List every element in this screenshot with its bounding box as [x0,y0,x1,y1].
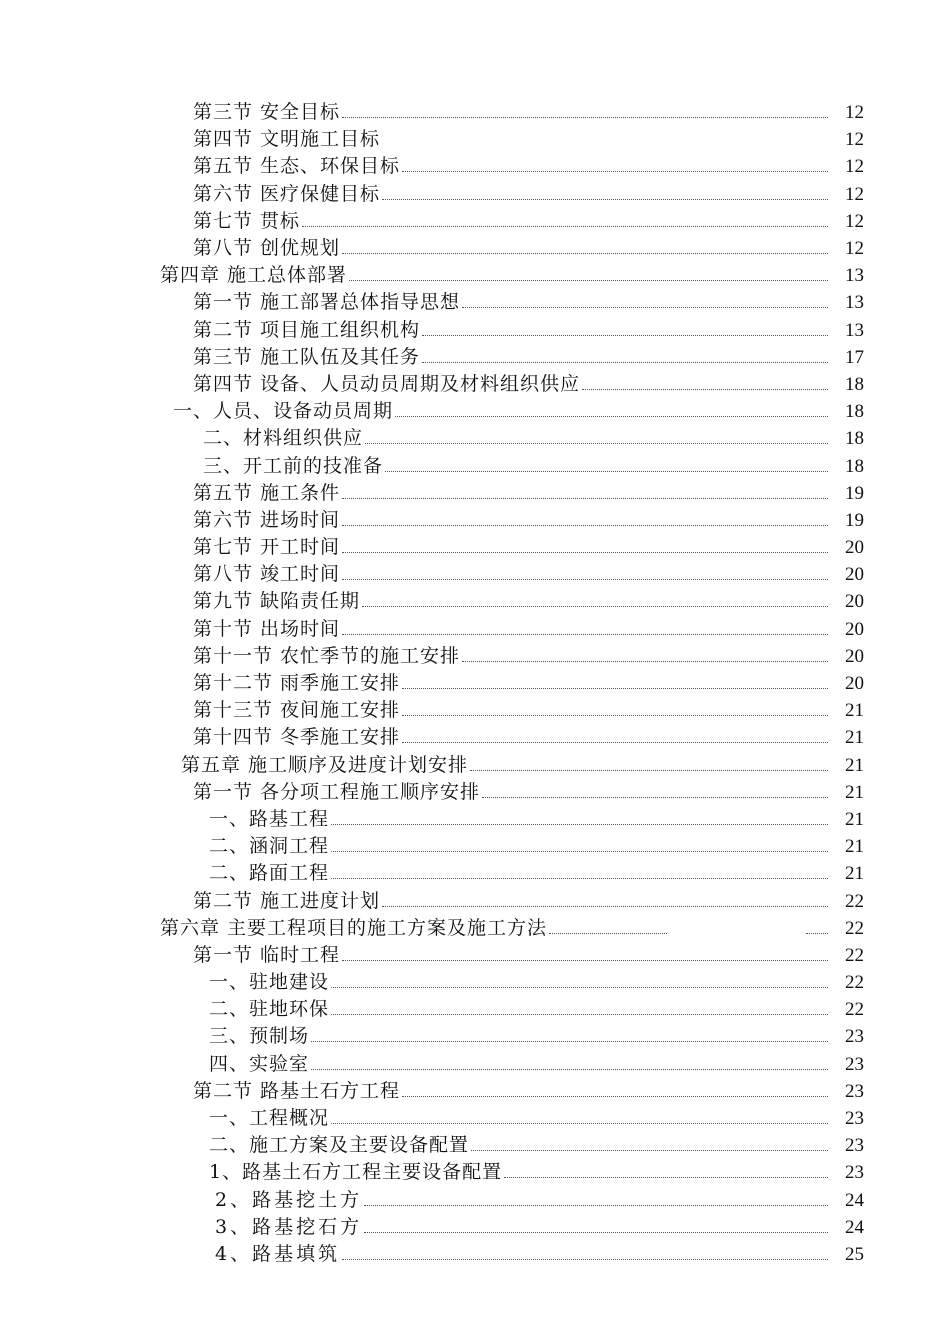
toc-page-number: 22 [845,972,864,994]
toc-entry[interactable] [0,1105,950,1132]
toc-entry[interactable] [0,289,950,316]
toc-entry-label: 第九节 缺陷责任期 [193,590,361,613]
toc-page-number: 21 [845,836,864,858]
toc-entry-label: 第四节 文明施工目标 [193,128,381,151]
dot-leader [342,1259,828,1260]
toc-entry-label: 一、人员、设备动员周期 [173,400,394,423]
dot-leader [364,1232,828,1233]
toc-entry-label: 四、实验室 [209,1052,310,1075]
toc-entry-label: 三、开工前的技准备 [203,454,384,477]
dot-leader [342,253,828,254]
dot-leader [331,851,828,852]
toc-page-number: 18 [845,455,864,477]
toc-entry-label: 第四节 设备、人员动员周期及材料组织供应 [193,372,581,395]
toc-entry-label: 第十二节 雨季施工安排 [193,672,401,695]
toc-page-number: 13 [845,265,864,287]
toc-chapter-entry[interactable] [0,262,950,289]
dot-leader [422,362,828,363]
toc-page-number: 23 [845,1080,864,1102]
toc-entry-label: 二、施工方案及主要设备配置 [209,1134,470,1157]
toc-entry[interactable] [0,235,950,262]
toc-entry[interactable] [0,344,950,371]
toc-entry[interactable] [0,99,950,126]
toc-entry[interactable] [0,643,950,670]
toc-page-number: 25 [845,1243,864,1265]
toc-entry-label: 第七节 开工时间 [193,536,341,559]
toc-entry-label: 一、驻地建设 [209,971,330,994]
toc-entry[interactable] [0,1214,950,1241]
toc-entry-label: 第七节 贯标 [193,209,301,232]
toc-entry-label: 一、工程概况 [209,1107,330,1130]
toc-entry-label: 第十节 出场时间 [193,617,341,640]
toc-page-number: 21 [845,754,864,776]
toc-chapter-entry[interactable] [0,752,950,779]
dot-leader [462,661,828,662]
toc-page-number: 19 [845,482,864,504]
toc-entry[interactable] [0,452,950,479]
dot-leader [482,797,828,798]
toc-page-number: 20 [845,537,864,559]
toc-page-number: 17 [845,346,864,368]
toc-entry-label: 第二节 施工进度计划 [193,889,381,912]
toc-entry[interactable] [0,425,950,452]
dot-leader [302,226,828,227]
toc-entry[interactable] [0,534,950,561]
toc-page-number: 24 [845,1189,864,1211]
toc-entry[interactable] [0,1023,950,1050]
dot-leader [331,1014,828,1015]
dot-leader [365,443,828,444]
toc-entry-label: 第一节 临时工程 [193,943,341,966]
dot-leader [342,579,828,580]
toc-entry-label: 3、路基挖石方 [215,1215,363,1238]
dot-leader [342,498,828,499]
toc-page-number: 23 [845,1135,864,1157]
toc-entry[interactable] [0,1187,950,1214]
toc-page-number: 23 [845,1108,864,1130]
toc-entry[interactable] [0,887,950,914]
toc-entry[interactable] [0,153,950,180]
toc-entry[interactable] [0,208,950,235]
dot-leader [331,824,828,825]
dot-leader [470,770,828,771]
dot-leader [402,742,828,743]
toc-entry[interactable] [0,1132,950,1159]
toc-page-number: 22 [845,999,864,1021]
toc-entry[interactable] [0,616,950,643]
toc-entry-label: 第五节 施工条件 [193,481,341,504]
toc-entry[interactable] [0,806,950,833]
toc-page-number: 18 [845,401,864,423]
toc-entry[interactable] [0,1159,950,1186]
dot-leader [311,1041,828,1042]
dot-leader [349,280,828,281]
toc-page-number: 23 [845,1162,864,1184]
toc-entry-label: 二、驻地环保 [209,998,330,1021]
dot-leader [462,307,828,308]
toc-entry[interactable] [0,697,950,724]
toc-entry[interactable] [0,1051,950,1078]
toc-entry-label: 第十一节 农忙季节的施工安排 [193,644,461,667]
toc-entry-label: 第六节 进场时间 [193,508,341,531]
toc-page-number: 21 [845,727,864,749]
toc-entry-label: 第六节 医疗保健目标 [193,182,381,205]
dot-leader [342,117,828,118]
toc-entry[interactable] [0,126,950,153]
toc-page-number: 12 [845,210,864,232]
dot-leader [422,335,828,336]
toc-entry[interactable] [0,779,950,806]
toc-page-number: 13 [845,292,864,314]
toc-page-number: 20 [845,618,864,640]
dot-leader [402,715,828,716]
toc-page-number: 24 [845,1216,864,1238]
dot-leader [402,688,828,689]
toc-entry-label: 一、路基工程 [209,807,330,830]
dot-leader [395,416,828,417]
dot-leader [342,634,828,635]
toc-page-number: 20 [845,564,864,586]
toc-entry[interactable] [0,670,950,697]
toc-entry[interactable] [0,860,950,887]
toc-entry-label: 二、路面工程 [209,862,330,885]
toc-page-number: 20 [845,645,864,667]
toc-entry-label: 二、涵洞工程 [209,835,330,858]
toc-entry[interactable] [0,371,950,398]
dot-leader [504,1177,828,1178]
toc-page-number: 20 [845,591,864,613]
dot-leader [382,906,828,907]
toc-entry[interactable] [0,317,950,344]
toc-entry-label: 1、路基土石方工程主要设备配置 [209,1161,503,1184]
toc-page-number: 22 [845,944,864,966]
toc-page-number: 18 [845,373,864,395]
toc-entry-label: 第一节 施工部署总体指导思想 [193,291,461,314]
toc-entry-label: 4、路基填筑 [215,1242,341,1265]
dot-leader [331,878,828,879]
toc-entry-label: 第五节 生态、环保目标 [193,155,401,178]
toc-entry[interactable] [0,181,950,208]
toc-page-number: 12 [845,238,864,260]
toc-entry-label: 第二节 路基土石方工程 [193,1079,401,1102]
toc-entry-label: 第八节 创优规划 [193,237,341,260]
toc-page-number: 21 [845,781,864,803]
toc-entry-label: 二、材料组织供应 [203,427,364,450]
toc-page-number: 18 [845,428,864,450]
dot-leader [402,171,828,172]
toc-entry-label: 第一节 各分项工程施工顺序安排 [193,780,481,803]
dot-leader [311,1069,828,1070]
toc-page-number: 22 [845,890,864,912]
toc-entry[interactable] [0,1078,950,1105]
toc-entry-label: 第八节 竣工时间 [193,563,341,586]
toc-entry-label: 第六章 主要工程项目的施工方案及施工方法 [160,916,548,939]
toc-page-number: 12 [845,102,864,124]
toc-entry-label: 第二节 项目施工组织机构 [193,318,421,341]
dot-leader [382,199,828,200]
toc-entry[interactable] [0,969,950,996]
toc-entry[interactable] [0,996,950,1023]
toc-page-number: 21 [845,863,864,885]
toc-page-number: 12 [845,156,864,178]
toc-page-number: 21 [845,808,864,830]
toc-page-number: 22 [845,917,864,939]
dot-leader [402,1096,828,1097]
dot-leader [342,960,828,961]
toc-entry[interactable] [0,724,950,751]
toc-entry[interactable] [0,398,950,425]
toc-entry-label: 2、路基挖土方 [215,1188,363,1211]
toc-entry-label: 第十四节 冬季施工安排 [193,726,401,749]
toc-page-number: 12 [845,183,864,205]
dot-leader [471,1150,828,1151]
dot-leader [362,606,828,607]
dot-leader [382,144,828,145]
dot-leader [582,389,828,390]
toc-page-number: 13 [845,319,864,341]
toc-entry[interactable] [0,833,950,860]
toc-entry[interactable] [0,480,950,507]
toc-entry[interactable] [0,507,950,534]
toc-entry-label: 第三节 安全目标 [193,101,341,124]
toc-entry[interactable] [0,588,950,615]
toc-entry-label: 第十三节 夜间施工安排 [193,699,401,722]
toc-entry-label: 第四章 施工总体部署 [160,264,348,287]
dot-leader [331,987,828,988]
toc-page-number: 20 [845,673,864,695]
toc-entry-label: 三、预制场 [209,1025,310,1048]
toc-entry[interactable] [0,1241,950,1268]
toc-entry-label: 第三节 施工队伍及其任务 [193,345,421,368]
dot-leader [342,525,828,526]
toc-page-number: 12 [845,129,864,151]
toc-page-number: 23 [845,1053,864,1075]
toc-entry[interactable] [0,942,950,969]
dot-leader [331,1123,828,1124]
toc-entry-label: 第五章 施工顺序及进度计划安排 [181,753,469,776]
toc-page-number: 23 [845,1026,864,1048]
dot-leader [385,471,828,472]
toc-entry[interactable] [0,561,950,588]
dot-leader [364,1205,828,1206]
toc-page-number: 19 [845,509,864,531]
toc-page-number: 21 [845,700,864,722]
dot-leader [342,552,828,553]
toc-chapter-entry[interactable] [0,915,950,942]
table-of-contents [0,99,950,1268]
